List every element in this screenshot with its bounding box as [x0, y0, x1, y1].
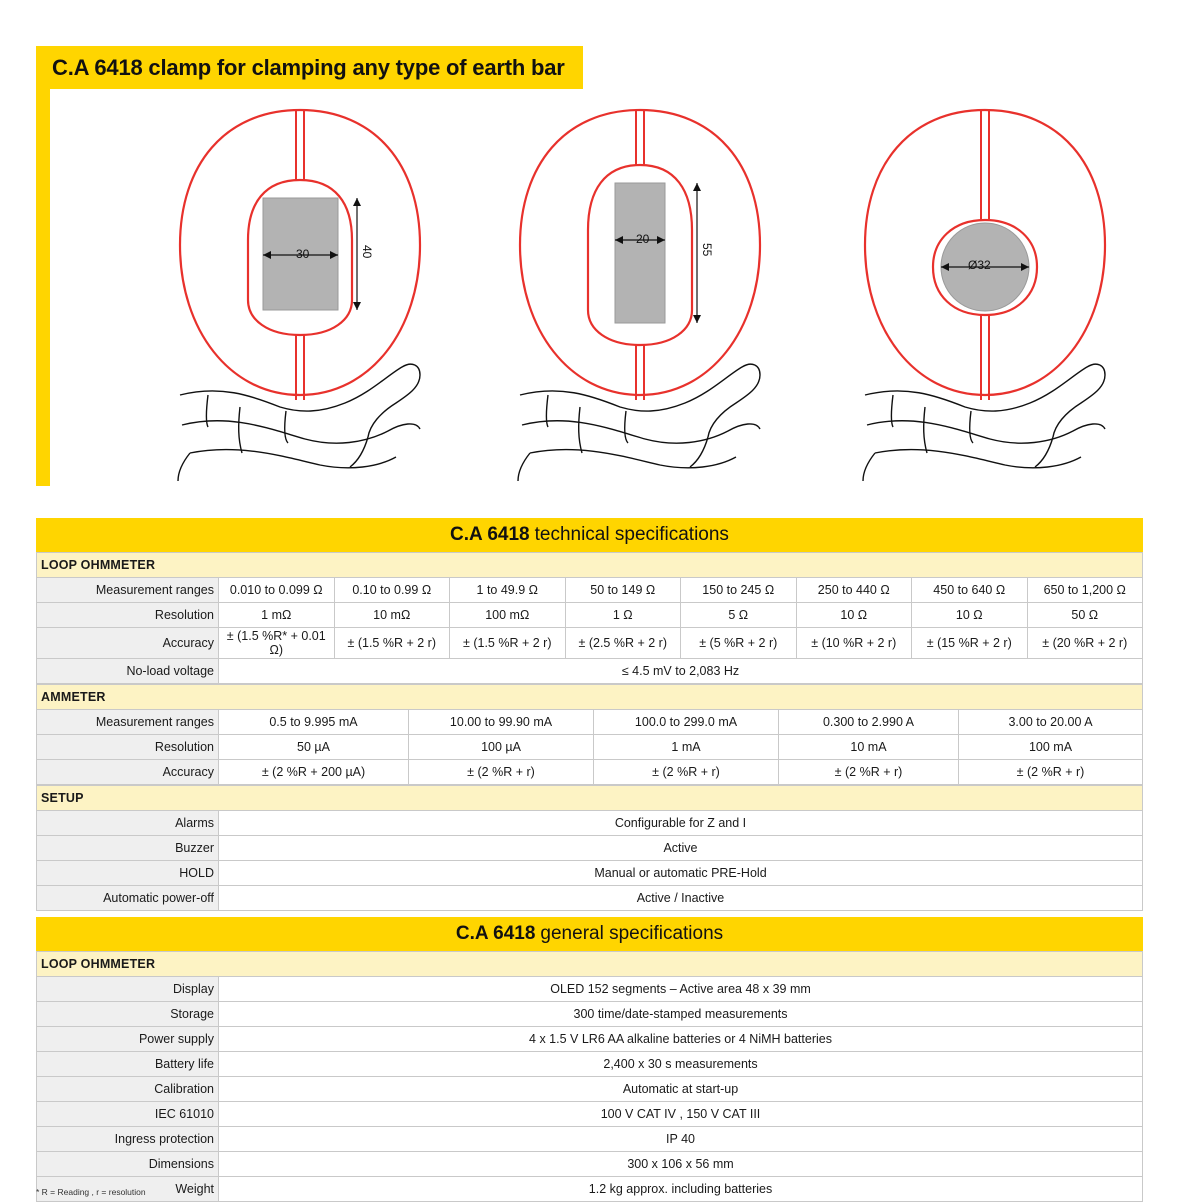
cell-accuracy-7: ± (15 %R + 2 r): [912, 628, 1028, 659]
table-row: [37, 1052, 1143, 1077]
cell-ammeter-range-4: 0.300 to 2.990 A: [779, 710, 959, 735]
cell-display: OLED 152 segments – Active area 48 x 39 mm: [219, 977, 1143, 1002]
cell-ammeter-accuracy-3: ± (2 %R + r): [594, 760, 779, 785]
cell-resolution-5: 5 Ω: [681, 603, 797, 628]
cell-battery-life: 2,400 x 30 s measurements: [219, 1052, 1143, 1077]
cell-weight: 1.2 kg approx. including batteries: [219, 1177, 1143, 1202]
page-title: C.A 6418 clamp for clamping any type of earth bar: [52, 54, 565, 80]
cell-power-supply: 4 x 1.5 V LR6 AA alkaline batteries or 4 NiMH batteries: [219, 1027, 1143, 1052]
table-row: [37, 861, 1143, 886]
table-row: [37, 710, 1143, 735]
cell-accuracy-2: ± (1.5 %R + 2 r): [334, 628, 450, 659]
row-label-weight: Weight: [37, 1177, 219, 1202]
cell-accuracy-5: ± (5 %R + 2 r): [681, 628, 797, 659]
cell-resolution-3: 100 mΩ: [450, 603, 566, 628]
cell-resolution-4: 1 Ω: [565, 603, 681, 628]
cell-storage: 300 time/date-stamped measurements: [219, 1002, 1143, 1027]
general-specs-band: [36, 917, 1143, 951]
technical-specs-band: [36, 518, 1143, 552]
row-label-buzzer: Buzzer: [37, 836, 219, 861]
row-label-no-load-voltage: No-load voltage: [37, 659, 219, 684]
page-title-banner: [36, 46, 583, 89]
dimension-height-label-2: 55: [700, 243, 714, 257]
row-label-power-supply: Power supply: [37, 1027, 219, 1052]
cell-accuracy-4: ± (2.5 %R + 2 r): [565, 628, 681, 659]
cell-range-2: 0.10 to 0.99 Ω: [334, 578, 450, 603]
row-label-calibration: Calibration: [37, 1077, 219, 1102]
yellow-accent-bar: [36, 46, 50, 486]
cell-ammeter-accuracy-5: ± (2 %R + r): [959, 760, 1143, 785]
group-header-loop-ohmmeter: LOOP OHMMETER: [37, 553, 1143, 578]
row-label-battery-life: Battery life: [37, 1052, 219, 1077]
cell-dimensions: 300 x 106 x 56 mm: [219, 1152, 1143, 1177]
group-header-ammeter: AMMETER: [37, 685, 1143, 710]
table-row: [37, 1077, 1143, 1102]
cell-ammeter-range-3: 100.0 to 299.0 mA: [594, 710, 779, 735]
dimension-width-label-1: 30: [296, 247, 310, 261]
row-label-iec-61010: IEC 61010: [37, 1102, 219, 1127]
cell-range-7: 450 to 640 Ω: [912, 578, 1028, 603]
cell-ammeter-resolution-5: 100 mA: [959, 735, 1143, 760]
clamp-drawing-2-svg: [460, 95, 800, 495]
cell-ammeter-accuracy-1: ± (2 %R + 200 µA): [219, 760, 409, 785]
table-row: [37, 1127, 1143, 1152]
clamp-illustrations: [60, 95, 1160, 495]
figure-clamp-round32: [805, 95, 1145, 495]
clamp-drawing-3-svg: [805, 95, 1145, 495]
group-header-general-loop-ohmmeter: LOOP OHMMETER: [37, 952, 1143, 977]
cell-resolution-6: 10 Ω: [796, 603, 912, 628]
cell-resolution-8: 50 Ω: [1027, 603, 1143, 628]
cell-ammeter-range-2: 10.00 to 99.90 mA: [409, 710, 594, 735]
table-row: [37, 685, 1143, 710]
cell-accuracy-8: ± (20 %R + 2 r): [1027, 628, 1143, 659]
cell-accuracy-6: ± (10 %R + 2 r): [796, 628, 912, 659]
table-row: [37, 659, 1143, 684]
setup-specs-table: [36, 785, 1143, 911]
row-label-automatic-power-off: Automatic power-off: [37, 886, 219, 911]
cell-ammeter-resolution-1: 50 µA: [219, 735, 409, 760]
table-row: [37, 628, 1143, 659]
table-row: [37, 1177, 1143, 1202]
cell-resolution-2: 10 mΩ: [334, 603, 450, 628]
cell-hold: Manual or automatic PRE-Hold: [219, 861, 1143, 886]
cell-no-load-voltage: ≤ 4.5 mV to 2,083 Hz: [219, 659, 1143, 684]
row-label-ammeter-accuracy: Accuracy: [37, 760, 219, 785]
clamp-drawing-1-svg: [120, 95, 460, 495]
row-label-ammeter-ranges: Measurement ranges: [37, 710, 219, 735]
cell-calibration: Automatic at start-up: [219, 1077, 1143, 1102]
cell-ingress-protection: IP 40: [219, 1127, 1143, 1152]
cell-automatic-power-off: Active / Inactive: [219, 886, 1143, 911]
dimension-diameter-label-3: Ø32: [968, 258, 991, 272]
row-label-ammeter-resolution: Resolution: [37, 735, 219, 760]
table-row: [37, 886, 1143, 911]
row-label-hold: HOLD: [37, 861, 219, 886]
cell-accuracy-1: ± (1.5 %R* + 0.01 Ω): [219, 628, 335, 659]
table-row: [37, 603, 1143, 628]
cell-ammeter-accuracy-4: ± (2 %R + r): [779, 760, 959, 785]
row-label-ingress-protection: Ingress protection: [37, 1127, 219, 1152]
technical-specs-caption: technical specifications: [534, 524, 729, 545]
cell-ammeter-range-5: 3.00 to 20.00 A: [959, 710, 1143, 735]
row-label-dimensions: Dimensions: [37, 1152, 219, 1177]
table-row: [37, 553, 1143, 578]
general-specifications-section: [36, 917, 1143, 1202]
table-row: [37, 786, 1143, 811]
dimension-height-label-1: 40: [360, 245, 374, 259]
cell-ammeter-resolution-3: 1 mA: [594, 735, 779, 760]
technical-specs-table: [36, 552, 1143, 684]
general-specs-caption: general specifications: [540, 923, 724, 944]
footnote: * R = Reading , r = resolution: [36, 1187, 146, 1197]
cell-ammeter-range-1: 0.5 to 9.995 mA: [219, 710, 409, 735]
row-label-measurement-ranges: Measurement ranges: [37, 578, 219, 603]
table-row: [37, 735, 1143, 760]
cell-range-4: 50 to 149 Ω: [565, 578, 681, 603]
cell-alarms: Configurable for Z and I: [219, 811, 1143, 836]
cell-resolution-1: 1 mΩ: [219, 603, 335, 628]
row-label-alarms: Alarms: [37, 811, 219, 836]
row-label-accuracy: Accuracy: [37, 628, 219, 659]
table-row: [37, 811, 1143, 836]
table-row: [37, 952, 1143, 977]
cell-ammeter-resolution-4: 10 mA: [779, 735, 959, 760]
technical-specifications-section: [36, 518, 1143, 911]
table-row: [37, 578, 1143, 603]
table-row: [37, 1002, 1143, 1027]
cell-iec-61010: 100 V CAT IV , 150 V CAT III: [219, 1102, 1143, 1127]
dimension-width-label-2: 20: [636, 232, 650, 246]
table-row: [37, 977, 1143, 1002]
cell-range-5: 150 to 245 Ω: [681, 578, 797, 603]
general-specs-table: [36, 951, 1143, 1202]
cell-ammeter-resolution-2: 100 µA: [409, 735, 594, 760]
cell-ammeter-accuracy-2: ± (2 %R + r): [409, 760, 594, 785]
ammeter-specs-table: [36, 684, 1143, 785]
cell-range-6: 250 to 440 Ω: [796, 578, 912, 603]
cell-buzzer: Active: [219, 836, 1143, 861]
figure-clamp-30x40: [120, 95, 460, 495]
row-label-display: Display: [37, 977, 219, 1002]
cell-accuracy-3: ± (1.5 %R + 2 r): [450, 628, 566, 659]
general-specs-model: C.A 6418: [455, 923, 536, 944]
row-label-storage: Storage: [37, 1002, 219, 1027]
technical-specs-model: C.A 6418: [450, 524, 530, 545]
group-header-setup: SETUP: [37, 786, 1143, 811]
table-row: [37, 1027, 1143, 1052]
cell-range-3: 1 to 49.9 Ω: [450, 578, 566, 603]
cell-resolution-7: 10 Ω: [912, 603, 1028, 628]
table-row: [37, 836, 1143, 861]
row-label-resolution: Resolution: [37, 603, 219, 628]
table-row: [37, 1152, 1143, 1177]
table-row: [37, 1102, 1143, 1127]
table-row: [37, 760, 1143, 785]
cell-range-1: 0.010 to 0.099 Ω: [219, 578, 335, 603]
cell-range-8: 650 to 1,200 Ω: [1027, 578, 1143, 603]
figure-clamp-20x55: [460, 95, 800, 495]
